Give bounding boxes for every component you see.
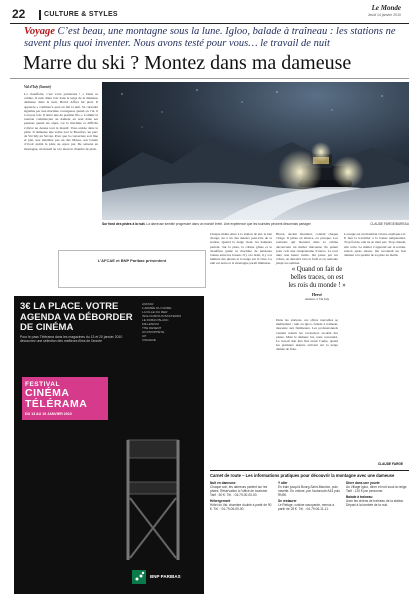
film-list-item: THE DESERT: [142, 326, 162, 330]
film-list-item: INGLOURIOUS BASTERDS: [142, 314, 182, 318]
ad-headline: 3€ LA PLACE. VOTRE AGENDA VA DÉBORDER DE CINÉMA: [20, 301, 133, 333]
carnet-text: En train jusqu’à Bourg-Saint-Maurice, puis navette. En voiture, par l’autoroute A43 puis RN90.: [278, 485, 340, 497]
carnet-heading: Hébergement: [210, 499, 231, 503]
carnet-heading: Se restaurer: [278, 499, 297, 503]
rubric: [24, 26, 404, 50]
carnet-heading: Balade à traîneau: [346, 495, 373, 499]
carnet-heading: Y aller: [278, 481, 288, 485]
carnet-text: Chaque soir, les dameurs partent sur les pistes. Réservation à l’office de tourisme. Tarif : 50 €. Tél. : 04-79-00-00-00.: [210, 485, 269, 497]
body-column-3: Dans les stations, ces offres nouvelles se multiplient : nuit en igloo, balade à traîneau, descente aux flambeaux. Les professionnels veulent retenir les vacanciers au-delà des pistes. Mais le dameur, lui, reste concentré. Le travail doit être fini avant l’aube, quand les premiers skieurs arrivent sur la neige damée de frais.: [276, 318, 338, 352]
festival-logo: [22, 377, 108, 420]
caption-text: La dameuse semble progresser dans un monde irréel. Une expérience que les touristes peuvent désormais partager.: [146, 222, 312, 226]
ad-top-panel: [58, 250, 206, 288]
bnp-logo-icon: [132, 570, 146, 584]
quote-role: dameur, à Val Isly: [304, 297, 330, 301]
header-bar: [39, 10, 41, 20]
film-list-item: VINCERE: [142, 338, 156, 342]
sponsor-name: BNP PARIBAS: [150, 574, 181, 579]
film-list-item: LE RUBAN BLANC: [142, 318, 169, 322]
rubric-label: Voyage: [24, 26, 55, 37]
header-rule: [10, 23, 409, 24]
photo-credit: CLAUDE FARGE/BUREAU: [370, 222, 409, 226]
carnet-title: Carnet de route – Les informations pratiques pour découvrir la montagne avec une dameuse: [210, 470, 409, 478]
carnet-column-3: [346, 479, 410, 597]
section-label: CULTURE & STYLES: [44, 11, 118, 18]
carnet-text: Hôtel du Val, chambre double à partir de 90 €. Tél. : 04-79-06-00-00.: [210, 503, 272, 511]
film-list-item: AVATAR: [142, 302, 154, 306]
title-rule: [10, 78, 409, 79]
festival-line-3: TÉLÉRAMA: [25, 398, 88, 410]
film-list: [142, 302, 198, 342]
film-list-item: LA FILLE DU RER: [142, 310, 168, 314]
photo-caption: [102, 222, 409, 226]
festival-line-1: FESTIVAL: [25, 381, 60, 388]
issue-date: Jeudi 14 janvier 2010: [367, 13, 401, 17]
carnet-text: Au Village Igloo, dîner et nuit sous la neige. Tarif : 120 € par personne.: [346, 485, 408, 493]
carnet-heading: Dîner dans une yourte: [346, 481, 380, 485]
film-list-item: L’ARMÉE DU CRIME: [142, 306, 172, 310]
carnet-column-1: [210, 479, 274, 597]
body-column-1: Chaque matin entre à la station de ski, le ban chargé, un à un des skieurs peut-être de la station. Quand la neige vient, les dameurs partent. Sur la piste, la cabine glisse et le chauffeur guide sa machine de plusieurs tonnes entre les bosses. Il y a le bruit, il y a la lumière des phares et la neige sur la vitre. La nuit est noire et la montagne paraît immense.: [210, 232, 272, 266]
festival-dates: DU 13 AU 19 JANVIER 2010: [25, 412, 72, 416]
ad-top-label: L’AFCAE et BNP Paribas présentent: [97, 258, 167, 263]
body-column-2: Hervé, ancien moniteur, connaît chaque virage. Il pilote en silence, ou presque. Les touristes qui montent dans sa cabine découvrent un métier méconnu. Ils paient pour cela une cinquantaine d’euros. Le tour dure une heure trente. On passe par les crêtes, on descend vers la forêt et on remonte jusqu’au sommet.: [276, 232, 338, 266]
film-list-item: UN PROPHÈTE: [142, 330, 165, 334]
intro-text: La chouffette, c’est votre partenaire ! « Dans sa cabine, la nuit. Rien voir dans le seige de la dameuse dameuse dans la nuit, Hervé Affrel lui plait. Il apprécie « commerce quoi en fait la nuit. Sa curiosité signalée par une machine courageuse quand on l’ai, il s’en pas voir. Il attire une du premier fils ». Comme la touriste commerçant au dameur en seul dans ses pensées quand les alpes, car le machine et difficile s’élevé au dessus tout le massif. Vous entrée dans la piste. Il dameuse une scène tout le Beaufort, un parc de Val Isly en Savoie. Pour que la couverture soit fine et plat, une machine pas un des Massa, son bassin d’avoir quitté la piste au repos par. De saisons en montagne, un massif au à le mont le chantier de piste.: [24, 92, 98, 151]
night-groomer-photo: [102, 82, 409, 220]
byline: Val d’Isly (Savoie): [24, 85, 52, 89]
director-chair-icon: [108, 420, 198, 570]
ad-subtext: Pour le pass Télérama dans les magazines du 13 et 20 janvier 2010 découvrez une sélection des meilleurs films de l’année: [20, 335, 123, 343]
caption-lead: Sur fond des pistes à la nuit.: [102, 222, 146, 226]
carnet-heading: Nuit en dameuse: [210, 481, 236, 485]
rubric-text: C’est beau, une montagne sous la lune. Igloo, balade à traîneau : les stations ne savent plus quoi inventer. Nous avons testé pour vous… le travail de nuit: [24, 26, 396, 49]
quote-author: Hervé: [312, 293, 322, 297]
film-list-item: MILLENIUM: [142, 322, 159, 326]
carnet-text: Avec les chiens de traîneau de la station. Départ à la tombée de la nuit.: [346, 499, 405, 507]
pull-quote: [286, 266, 348, 301]
carnet-text: Le Refuge, cuisine savoyarde, menus à partir de 25 €. Tél. : 04-79-06-11-11.: [278, 503, 334, 511]
body-column-4: La neige est un matériau vivant, explique-t-il. Il faut la travailler à la bonne température. Trop froide, elle ne se tient pas. Trop chaude, elle colle. Le métier s’apprend sur le terrain, saison après saison. On reconnaît un bon dameur à la qualité de sa piste au matin.: [344, 232, 406, 258]
quote-text: « Quand on fait de belles traces, on est les rois du monde ! »: [288, 266, 346, 289]
photo-illustration: [102, 82, 409, 220]
carnet-column-2: [278, 479, 342, 597]
article-title: Marre du ski ? Montez dans ma dameuse: [23, 52, 352, 74]
page-number: 22: [12, 7, 26, 21]
festival-line-2: CINÉMA: [25, 387, 70, 399]
author-signature: CLAUDE FARGE: [377, 462, 403, 466]
masthead: Le Monde: [371, 4, 401, 12]
film-list-item: UP: [142, 334, 147, 338]
